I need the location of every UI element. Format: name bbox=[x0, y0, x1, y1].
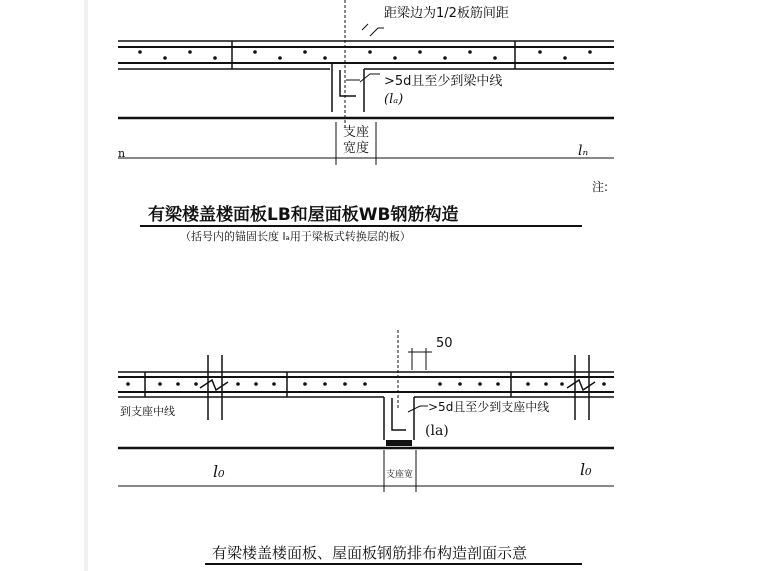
bottom-dim-50: 50 bbox=[436, 336, 453, 351]
bottom-title: 有梁楼盖楼面板、屋面板钢筋排布构造剖面示意 bbox=[212, 544, 528, 562]
bottom-span-left: l₀ bbox=[213, 462, 225, 481]
bottom-break-right bbox=[567, 380, 595, 390]
top-span-left: n bbox=[118, 147, 126, 160]
top-dim-tick bbox=[362, 24, 368, 30]
top-support-label-2: 宽度 bbox=[343, 141, 370, 156]
top-note-label: 注: bbox=[592, 180, 609, 194]
bottom-break-left bbox=[200, 380, 228, 390]
top-support-label-1: 支座 bbox=[343, 125, 370, 140]
bottom-left-note: 到支座中线 bbox=[120, 405, 175, 418]
top-anchor-paren: (lₐ) bbox=[384, 92, 404, 107]
bottom-span-right: l₀ bbox=[580, 460, 592, 479]
bottom-anchor-note: >5d且至少到支座中线 bbox=[428, 400, 550, 414]
bottom-diagram bbox=[118, 330, 614, 564]
bottom-support-width: 支座宽 bbox=[386, 470, 414, 480]
top-subtitle: （括号内的锚固长度 lₐ用于梁板式转换层的板） bbox=[180, 230, 411, 243]
top-note-leader bbox=[370, 28, 384, 36]
top-note: 距梁边为1/2板筋间距 bbox=[384, 6, 509, 21]
top-anchor-leader bbox=[360, 74, 380, 82]
bottom-anchor-paren: (la) bbox=[425, 423, 449, 439]
top-title: 有梁楼盖楼面板LB和屋面板WB钢筋构造 bbox=[148, 205, 459, 225]
top-slab-dots bbox=[138, 50, 592, 60]
top-anchor-bar bbox=[340, 70, 356, 96]
top-anchor-note: >5d且至少到梁中线 bbox=[384, 74, 503, 89]
bottom-anchor-leader bbox=[408, 406, 428, 412]
top-span-right: lₙ bbox=[578, 143, 589, 159]
top-diagram bbox=[118, 0, 614, 226]
bottom-anchor-bar bbox=[392, 398, 406, 430]
